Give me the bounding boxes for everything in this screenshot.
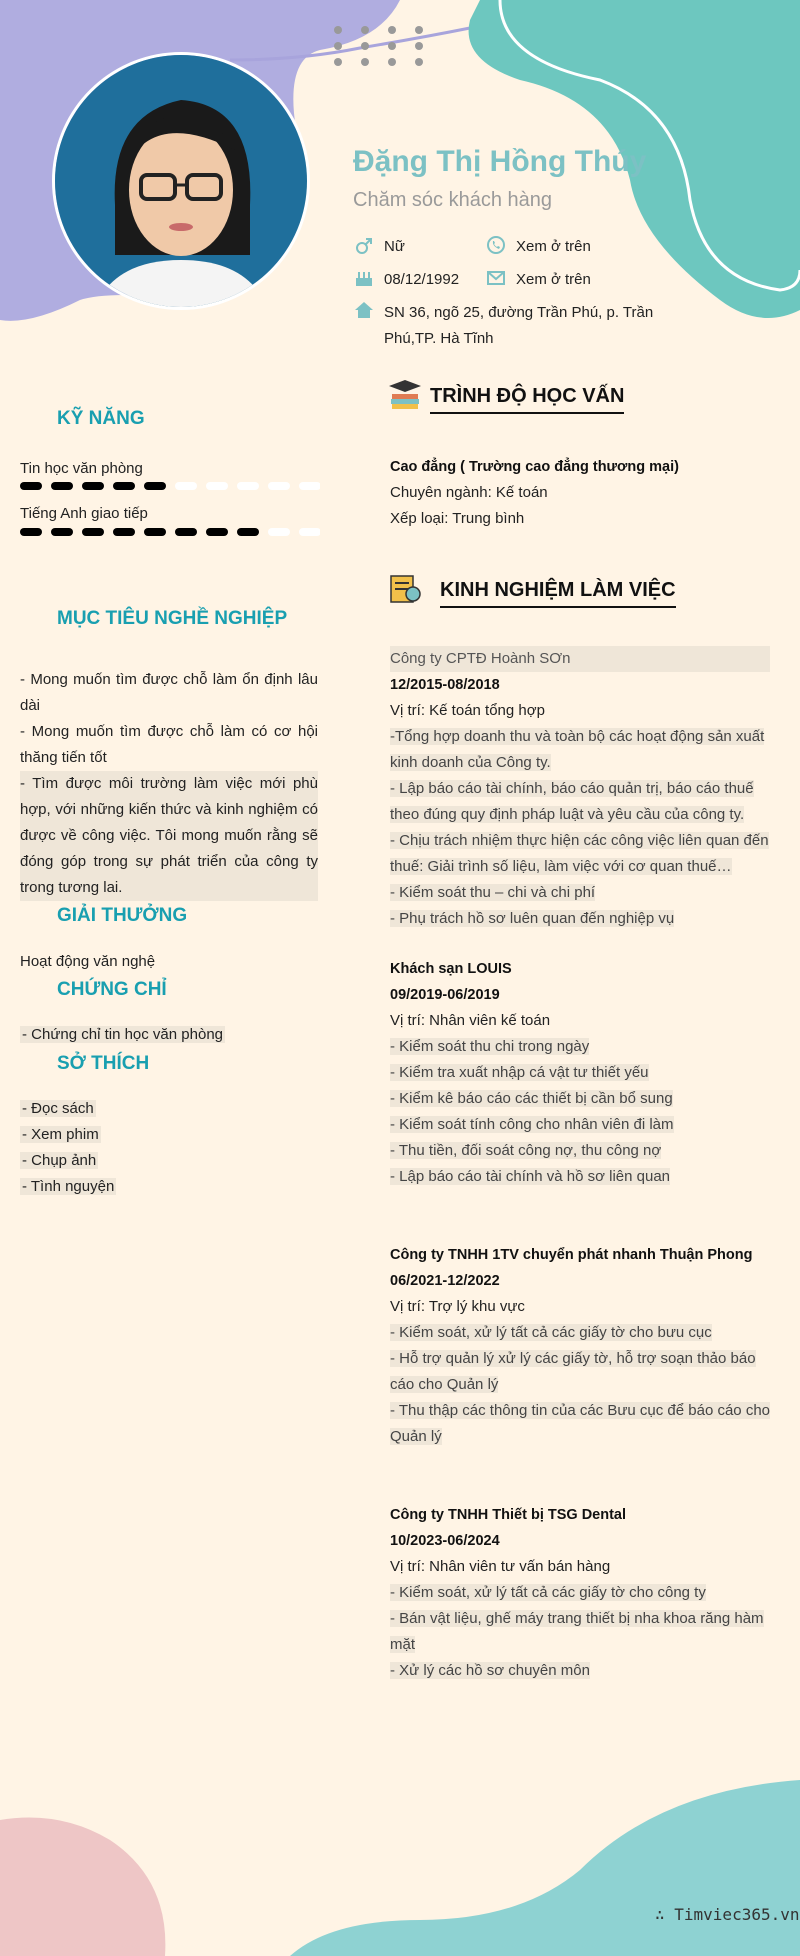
- skill-level-dot: [144, 528, 166, 536]
- job-duty: - Kiểm soát thu – chi và chi phí: [390, 884, 596, 901]
- email-value: Xem ở trên: [516, 271, 591, 288]
- skill-level-bar: [20, 527, 320, 537]
- skill-level-dot: [299, 482, 320, 490]
- job-entry: [390, 1242, 770, 1450]
- job-duty: - Thu tiền, đối soát công nợ, thu công nợ: [390, 1142, 662, 1159]
- skill-level-dot: [268, 528, 290, 536]
- job-duty: - Thu thập các thông tin của các Bưu cục để báo cáo cho Quản lý: [390, 1402, 771, 1445]
- education-major: Chuyên ngành: Kế toán: [390, 484, 548, 501]
- skill-level-bar: [20, 481, 320, 491]
- graduation-books-icon: [388, 378, 422, 410]
- job-duty: - Phụ trách hồ sơ luên quan đến nghiệp vụ: [390, 910, 675, 927]
- skills-title: KỸ NĂNG: [57, 408, 145, 429]
- skill-level-dot: [113, 482, 135, 490]
- phone-value: Xem ở trên: [516, 238, 591, 255]
- birthday-cake-icon: [354, 268, 374, 288]
- skill-level-dot: [237, 528, 259, 536]
- objective-line: - Mong muốn tìm được chỗ làm có cơ hội thăng tiến tốt: [20, 723, 318, 766]
- avatar: [52, 52, 310, 310]
- job-duty: -Tổng hợp doanh thu và toàn bộ các hoạt động sản xuất kinh doanh của Công ty.: [390, 728, 765, 771]
- objective-line: - Mong muốn tìm được chỗ làm ổn định lâu dài: [20, 671, 318, 714]
- skill-level-dot: [82, 482, 104, 490]
- hobby-item: - Chụp ảnh: [22, 1152, 97, 1169]
- job-position: Vị trí: Trợ lý khu vực: [390, 1298, 525, 1315]
- job-entry: [390, 646, 770, 932]
- job-duty: - Kiểm kê báo cáo các thiết bị cần bổ sung: [390, 1090, 673, 1107]
- job-duty: - Kiểm soát, xử lý tất cả các giấy tờ cho bưu cục: [390, 1324, 712, 1341]
- objective-text: [20, 667, 318, 901]
- awards-title: GIẢI THƯỞNG: [57, 905, 188, 926]
- skill-name: Tin học văn phòng: [20, 460, 143, 477]
- education-school: Cao đẳng ( Trường cao đẳng thương mại): [390, 459, 679, 475]
- job-company: Khách sạn LOUIS: [390, 961, 512, 977]
- phone-icon: [486, 235, 506, 255]
- home-icon: [354, 300, 374, 320]
- skill-level-dot: [175, 482, 197, 490]
- skill-level-dot: [113, 528, 135, 536]
- job-period: 09/2019-06/2019: [390, 987, 500, 1003]
- objective-line: - Tìm được môi trường làm việc mới phù hợp, với những kiến thức và kinh nghiệm có được về công việc. Tôi mong muốn rằng sẽ đóng góp trong sự phát triển của công ty trong tương lai.: [20, 771, 318, 901]
- hobby-item: - Tình nguyện: [22, 1178, 115, 1195]
- gender-value: Nữ: [384, 238, 405, 255]
- job-duty: - Kiểm tra xuất nhập cá vật tư thiết yếu: [390, 1064, 649, 1081]
- job-duty: - Kiểm soát thu chi trong ngày: [390, 1038, 590, 1055]
- skill-level-dot: [51, 528, 73, 536]
- skill-level-dot: [82, 528, 104, 536]
- candidate-name: Đặng Thị Hồng Thúy: [353, 145, 647, 178]
- experience-title: KINH NGHIỆM LÀM VIỆC: [440, 579, 676, 608]
- job-position: Vị trí: Nhân viên tư vấn bán hàng: [390, 1558, 611, 1575]
- job-duty: - Lập báo cáo tài chính và hồ sơ liên quan: [390, 1168, 671, 1185]
- hobby-item: - Đọc sách: [22, 1100, 94, 1117]
- gender-icon: [354, 236, 374, 256]
- job-position: Vị trí: Kế toán tổng hợp: [390, 702, 545, 719]
- skill-level-dot: [206, 528, 228, 536]
- skill-level-dot: [20, 482, 42, 490]
- job-duty: - Kiểm soát, xử lý tất cả các giấy tờ cho công ty: [390, 1584, 706, 1601]
- skill-level-dot: [51, 482, 73, 490]
- skill-level-dot: [175, 528, 197, 536]
- job-title: Chăm sóc khách hàng: [353, 189, 553, 211]
- skill-level-dot: [268, 482, 290, 490]
- hobbies-title: SỞ THÍCH: [57, 1053, 150, 1074]
- education-grade: Xếp loại: Trung bình: [390, 510, 525, 527]
- job-duty: - Lập báo cáo tài chính, báo cáo quản trị, báo cáo thuế theo đúng quy định pháp luật và yêu cầu của công ty.: [390, 780, 754, 823]
- job-period: 10/2023-06/2024: [390, 1533, 500, 1549]
- skill-level-dot: [206, 482, 228, 490]
- job-company: Công ty TNHH Thiết bị TSG Dental: [390, 1507, 627, 1523]
- job-duty: - Bán vật liệu, ghế máy trang thiết bị nha khoa răng hàm mặt: [390, 1610, 764, 1653]
- skill-level-dot: [20, 528, 42, 536]
- skill-level-dot: [144, 482, 166, 490]
- work-experience-icon: [388, 572, 422, 604]
- hobby-item: - Xem phim: [22, 1126, 99, 1143]
- job-position: Vị trí: Nhân viên kế toán: [390, 1012, 551, 1029]
- objective-title: MỤC TIÊU NGHỀ NGHIỆP: [57, 608, 288, 629]
- skill-level-dot: [237, 482, 259, 490]
- job-duty: - Xử lý các hồ sơ chuyên môn: [390, 1662, 590, 1679]
- email-icon: [486, 268, 506, 288]
- job-entry: [390, 1502, 770, 1684]
- education-title: TRÌNH ĐỘ HỌC VẤN: [430, 385, 624, 414]
- address-value: SN 36, ngõ 25, đường Trần Phú, p. Trần Phú,TP. Hà Tĩnh: [384, 304, 654, 347]
- watermark: ∴ Timviec365.vn: [655, 1905, 800, 1924]
- experience-list: [390, 646, 770, 1684]
- job-period: 06/2021-12/2022: [390, 1273, 500, 1289]
- certificate-item: - Chứng chỉ tin học văn phòng: [22, 1026, 223, 1043]
- job-period: 12/2015-08/2018: [390, 677, 500, 693]
- certificates-title: CHỨNG CHỈ: [57, 979, 167, 1000]
- job-duty: - Chịu trách nhiệm thực hiện các công việc liên quan đến thuế: Giải trình số liệu, làm việc với cơ quan thuế…: [390, 832, 769, 875]
- job-entry: [390, 956, 770, 1190]
- skill-level-dot: [299, 528, 320, 536]
- job-company: Công ty TNHH 1TV chuyển phát nhanh Thuận Phong: [390, 1247, 753, 1263]
- job-duty: - Kiểm soát tính công cho nhân viên đi làm: [390, 1116, 674, 1133]
- job-company: Công ty CPTĐ Hoành SƠn: [390, 646, 770, 672]
- job-duty: - Hỗ trợ quản lý xử lý các giấy tờ, hỗ trợ soạn thảo báo cáo cho Quản lý: [390, 1350, 756, 1393]
- skill-name: Tiếng Anh giao tiếp: [20, 505, 148, 522]
- award-item: Hoạt động văn nghệ: [20, 953, 156, 970]
- education-block: [390, 454, 770, 532]
- birthday-value: 08/12/1992: [384, 271, 460, 288]
